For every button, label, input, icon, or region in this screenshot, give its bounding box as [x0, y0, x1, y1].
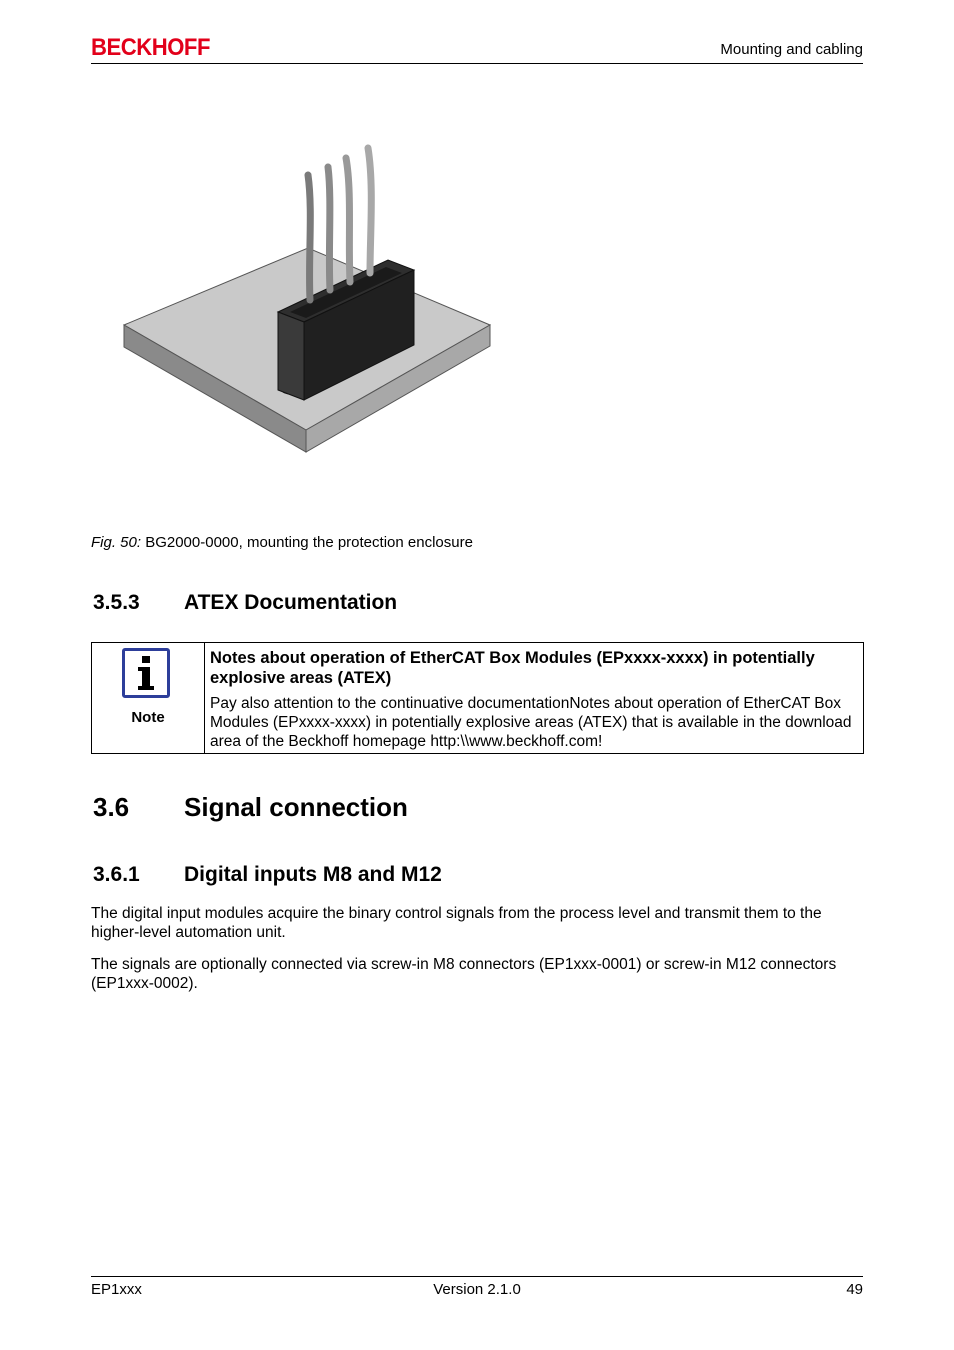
- heading-digital-inputs: [93, 863, 442, 887]
- info-icon: [122, 648, 170, 698]
- figure-caption-prefix: Fig. 50:: [91, 534, 142, 551]
- heading-number: 3.6: [93, 792, 130, 822]
- heading-signal-connection: [93, 792, 408, 823]
- figure-caption-text: BG2000-0000, mounting the protection enclosure: [145, 534, 473, 551]
- heading-number: 3.6.1: [93, 863, 140, 886]
- note-icon-cell: [92, 643, 205, 753]
- figure-caption: [91, 534, 473, 551]
- note-body: Pay also attention to the continuative documentationNotes about operation of EtherCAT Box Modules (EPxxxx-xxxx) in potentially explosive areas (ATEX) that is available in the download area of the Beckhoff homepage http:\\www.beckhoff.com!: [210, 695, 852, 750]
- paragraph: The signals are optionally connected via screw-in M8 connectors (EP1xxx-0001) or screw-in M12 connectors (EP1xxx-0002).: [91, 956, 837, 992]
- atex-note-box: [91, 642, 864, 754]
- heading-number: 3.5.3: [93, 591, 140, 614]
- footer-product: EP1xxx: [91, 1281, 142, 1298]
- note-label: Note: [131, 709, 165, 726]
- footer-version: Version 2.1.0: [433, 1281, 521, 1298]
- heading-title: ATEX Documentation: [184, 591, 398, 614]
- enclosure-illustration: [118, 140, 498, 460]
- heading-title: Signal connection: [184, 792, 408, 822]
- footer-rule: [91, 1276, 863, 1277]
- paragraph: The digital input modules acquire the binary control signals from the process level and transmit them to the higher-level automation unit.: [91, 905, 822, 941]
- note-title: Notes about operation of EtherCAT Box Modules (EPxxxx-xxxx) in potentially explosive areas (ATEX): [210, 649, 815, 687]
- protection-enclosure-figure: [118, 140, 498, 465]
- note-content: [210, 648, 860, 751]
- footer-page-number: 49: [846, 1281, 863, 1298]
- heading-atex-documentation: [93, 591, 397, 615]
- heading-title: Digital inputs M8 and M12: [184, 863, 442, 886]
- beckhoff-logo: BECKHOFF: [91, 34, 210, 61]
- header-section-title: Mounting and cabling: [720, 41, 863, 58]
- header-rule: [91, 63, 863, 64]
